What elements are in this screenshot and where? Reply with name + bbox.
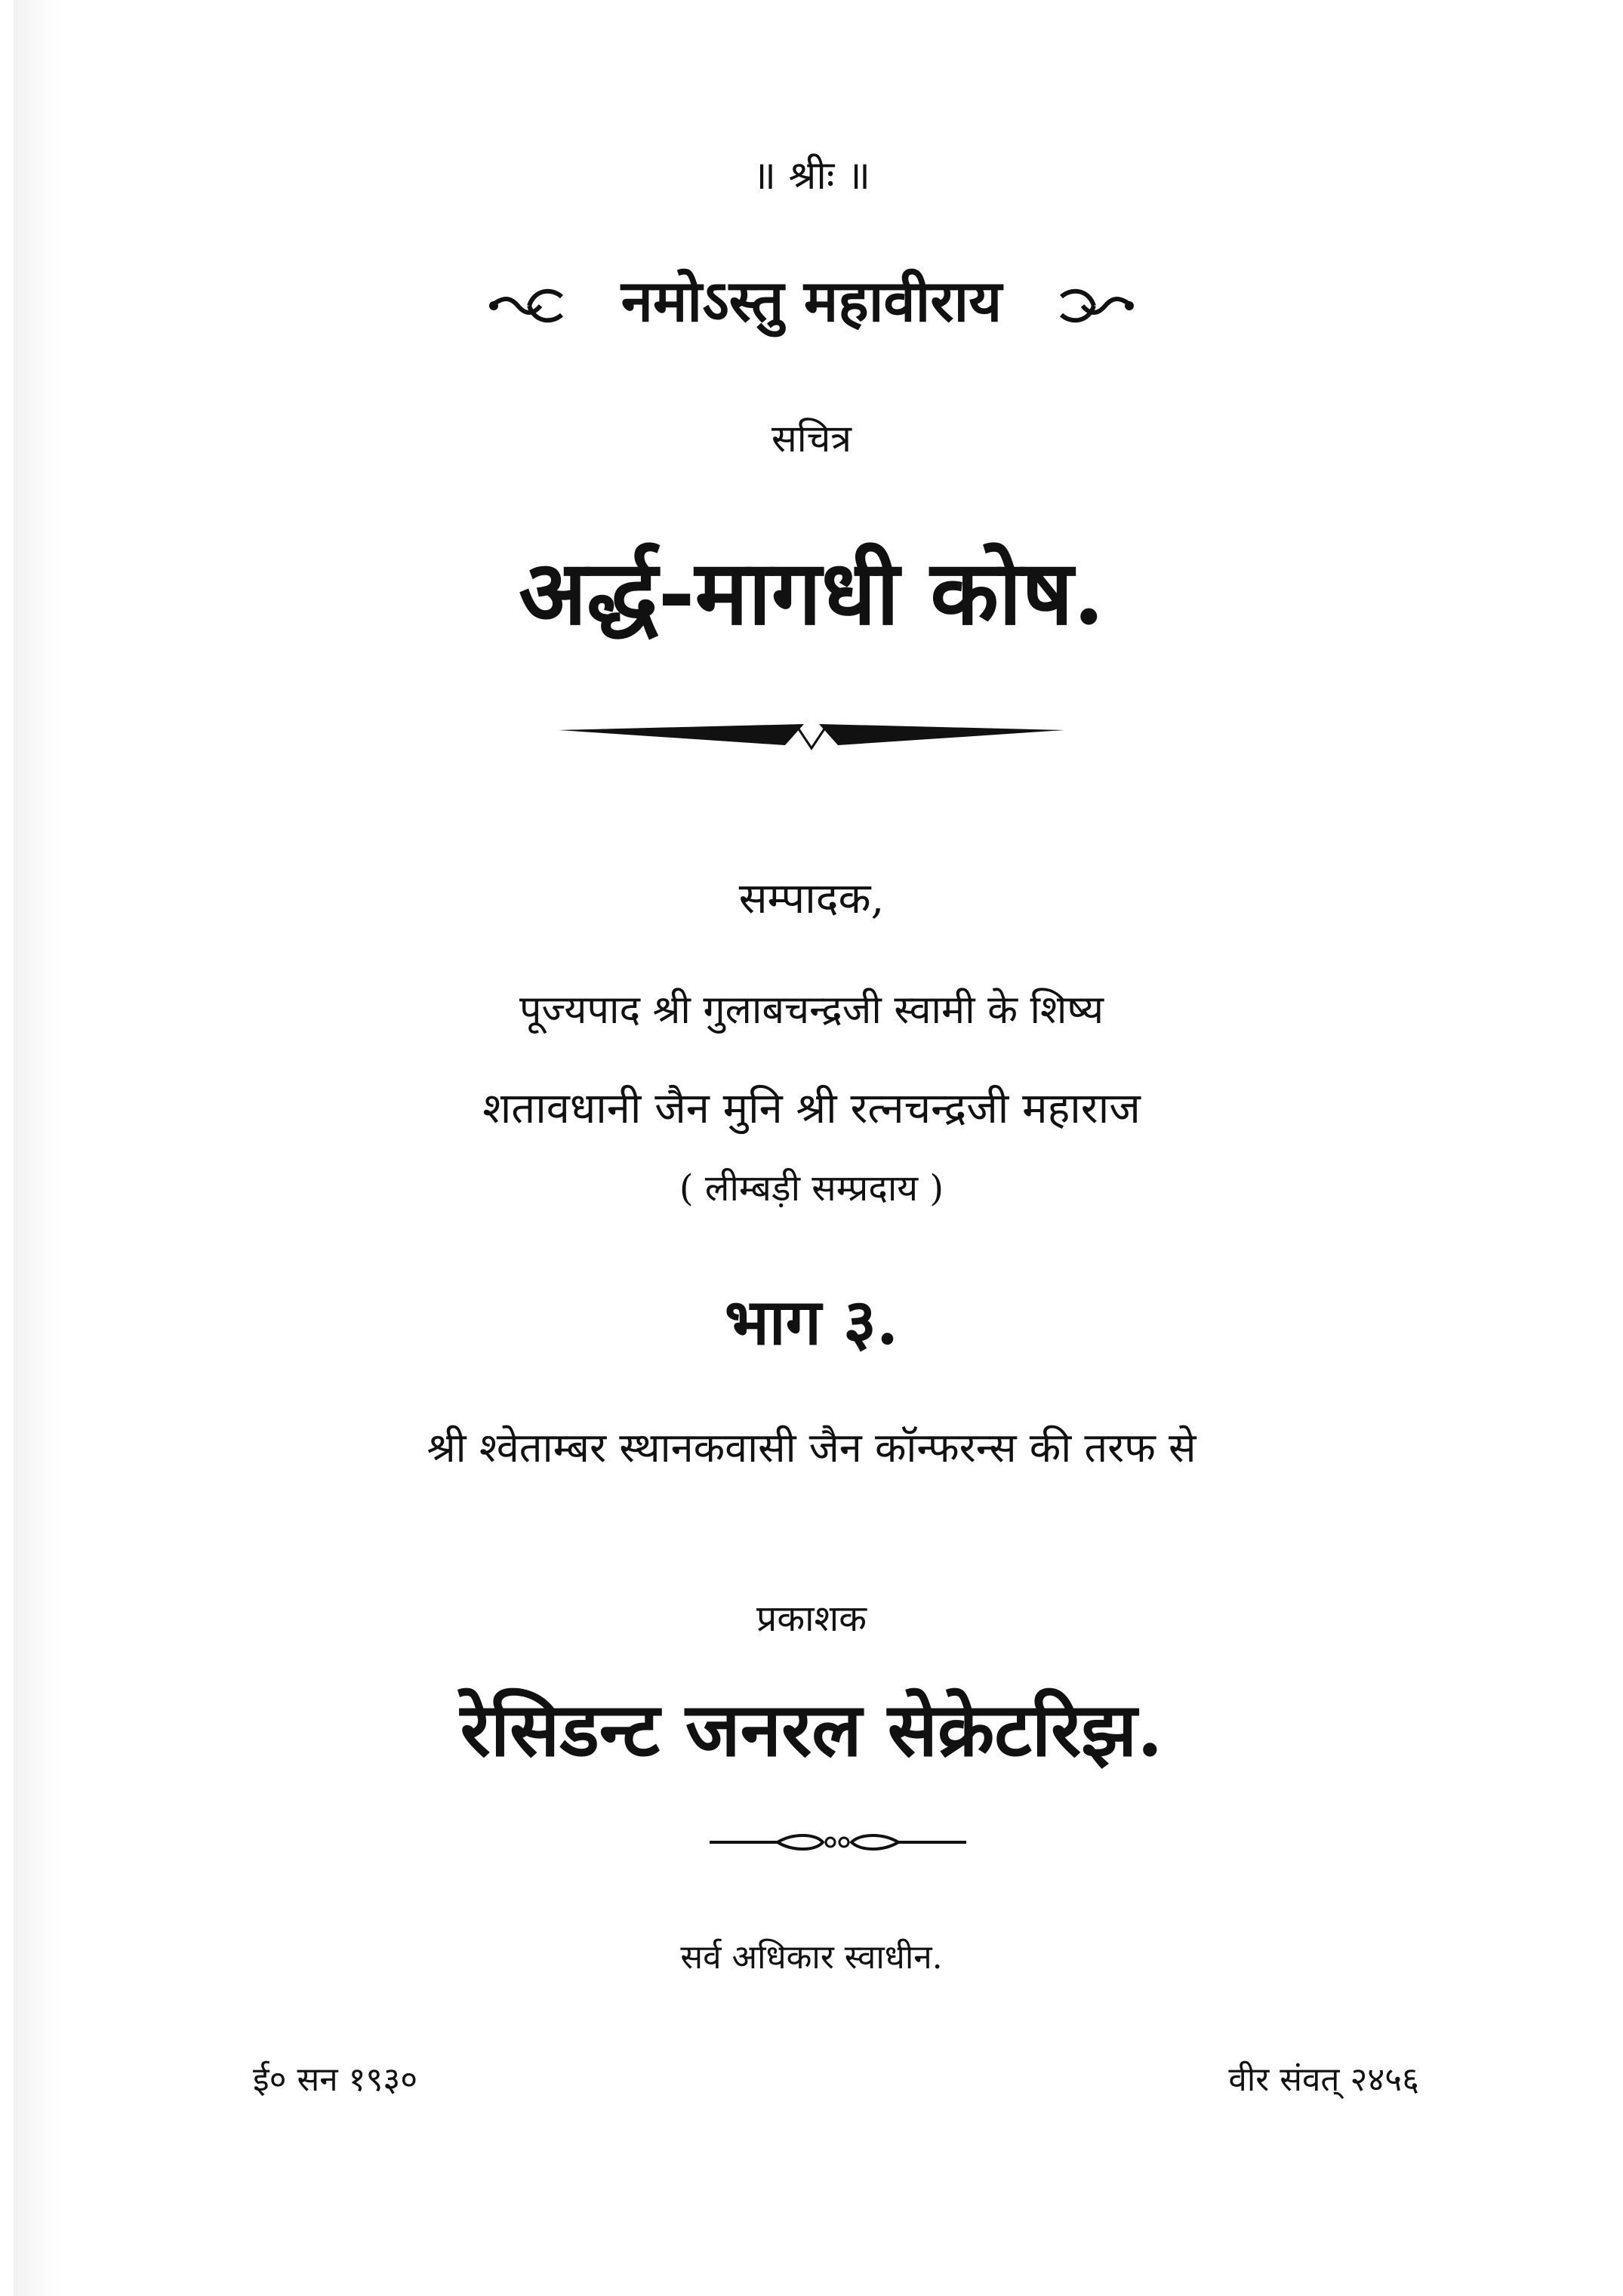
- illustrated-label: सचित्र: [771, 417, 852, 461]
- rights-reserved: सर्व अधिकार स्वाधीन.: [680, 1938, 943, 1977]
- invocation: ॥ श्रीः ॥: [752, 153, 871, 199]
- volume-number: भाग ३.: [724, 1284, 899, 1359]
- left-flourish-icon: [488, 283, 571, 328]
- ornamental-rule: [0, 713, 1623, 759]
- sect-name: ( लीम्बड़ी सम्प्रदाय ): [679, 1167, 944, 1210]
- salutation-text: नमोऽस्तु महावीराय: [621, 267, 1002, 334]
- editor-label: सम्पादक,: [738, 874, 885, 923]
- salutation-line: [0, 260, 1623, 338]
- book-title: अर्द्ध-मागधी कोष.: [519, 540, 1104, 645]
- editor-name: शतावधानी जैन मुनि श्री रत्नचन्द्रजी महाराज: [482, 1084, 1141, 1133]
- year-vira-samvat: वीर संवत् २४५६: [1228, 2060, 1419, 2099]
- right-flourish-icon: [1052, 283, 1135, 328]
- publisher-label: प्रकाशक: [756, 1598, 867, 1640]
- publisher-name: रेसिडन्ट जनरल सेक्रेटरिझ.: [460, 1687, 1163, 1774]
- on-behalf-line: श्री श्वेताम्बर स्थानकवासी जैन कॉन्फरन्स की तरफ से: [427, 1424, 1196, 1472]
- year-ce: ई० सन १९३०: [253, 2060, 418, 2099]
- disciple-line: पूज्यपाद श्री गुलाबचन्द्रजी स्वामी के शिष्य: [519, 988, 1104, 1033]
- small-ornament: [0, 1827, 1623, 1857]
